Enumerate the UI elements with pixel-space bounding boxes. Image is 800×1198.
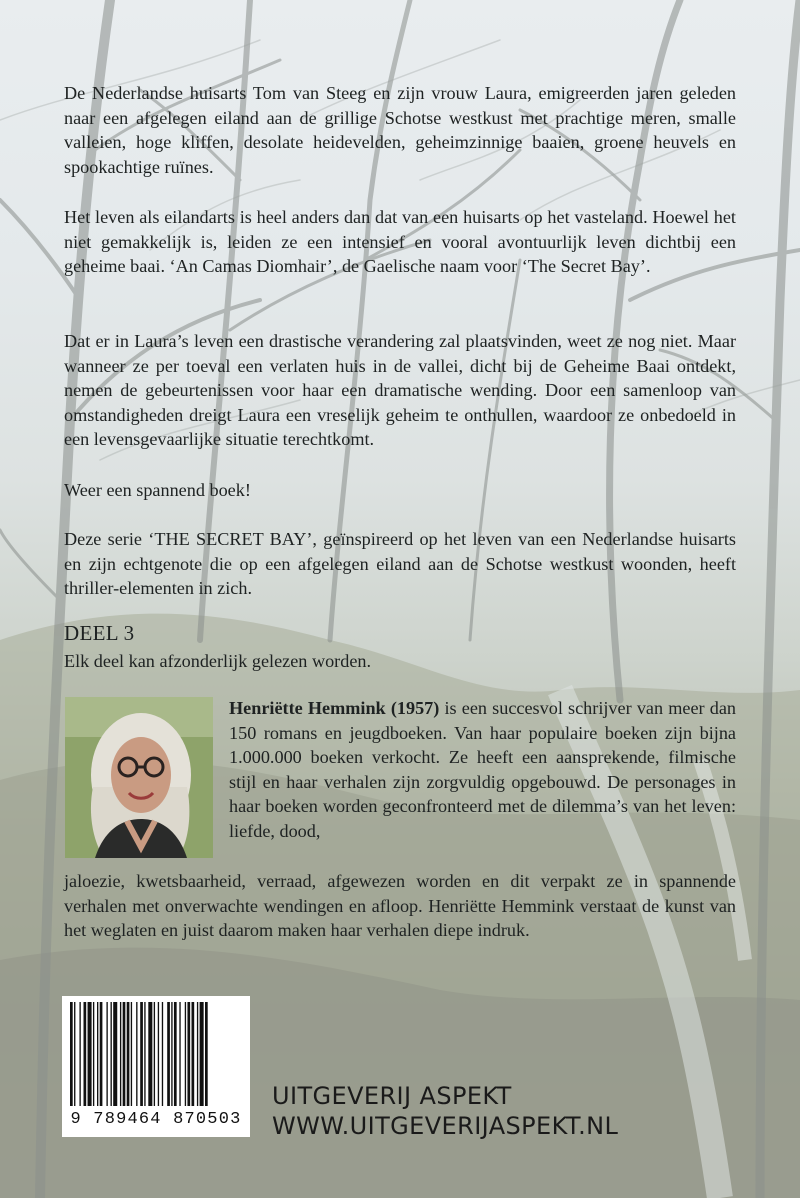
isbn-number: 9 789464 870503 [70, 1110, 242, 1129]
publisher-name: UITGEVERIJ ASPEKT [272, 1082, 512, 1110]
author-bio-bottom: jaloezie, kwetsbaarheid, verraad, afgewezen worden en dit verpakt ze in spannende verhalen met onverwachte wendingen en afloop. Henriëtte Hemmink verstaat de kunst van het weglaten en juist daarom maken haar verhalen diepe indruk. [64, 871, 736, 940]
blurb-tagline: Weer een spannend boek! [64, 480, 251, 500]
author-bio-top [229, 696, 736, 843]
blurb-paragraph-3: Dat er in Laura’s leven een drastische verandering zal plaatsvinden, weet ze nog niet. Maar wanneer ze per toeval een verlaten huis in de vallei, dicht bij de Geheime Baai ontdekt, nemen de gebeurtenissen voor haar een dramatische wending. Door een samenloop van omstandigheden dreigt Laura een vreselijk geheim te onthullen, waardoor ze onbedoeld in een levensgevaarlijke situatie terechtkomt. [64, 331, 736, 449]
series-description: Deze serie ‘THE SECRET BAY’, geïnspireerd op het leven van een Nederlandse huisarts en zijn echtgenote die op een afgelegen eiland aan de Schotse westkust woonden, heeft thriller-elementen in zich. [64, 529, 736, 598]
author-bio-text: is een succesvol schrijver van meer dan 150 romans en jeugdboeken. Van haar populaire boeken zijn bijna 1.000.000 boeken verkocht. Ze heeft een aansprekende, filmische stijl en haar verhalen zijn zorgvuldig opgebouwd. De personages in haar boeken worden geconfronteerd met de dilemma’s van het leven: liefde, dood, [229, 698, 736, 841]
publisher-url: WWW.UITGEVERIJASPEKT.NL [272, 1112, 619, 1140]
volume-title: DEEL 3 [64, 621, 135, 645]
blurb-paragraph-2: Het leven als eilandarts is heel anders dan dat van een huisarts op het vasteland. Hoewel het niet gemakkelijk is, leiden ze een intensief en vooral avontuurlijk leven dichtbij een geheime baai. ‘An Camas Diomhair’, de Gaelische naam voor ‘The Secret Bay’. [64, 207, 736, 276]
barcode-bars [68, 1002, 244, 1108]
author-photo [65, 697, 213, 858]
author-name: Henriëtte Hemmink (1957) [229, 698, 440, 718]
blurb-paragraph-1: De Nederlandse huisarts Tom van Steeg en zijn vrouw Laura, emigreerden jaren geleden naar een afgelegen eiland aan de grillige Schotse westkust met prachtige meren, smalle valleien, hoge kliffen, desolate heidevelden, geheimzinnige baaien, groene heuvels en spookachtige ruïnes. [64, 83, 736, 177]
isbn-barcode [62, 996, 250, 1137]
volume-subtitle: Elk deel kan afzonderlijk gelezen worden. [64, 651, 372, 671]
